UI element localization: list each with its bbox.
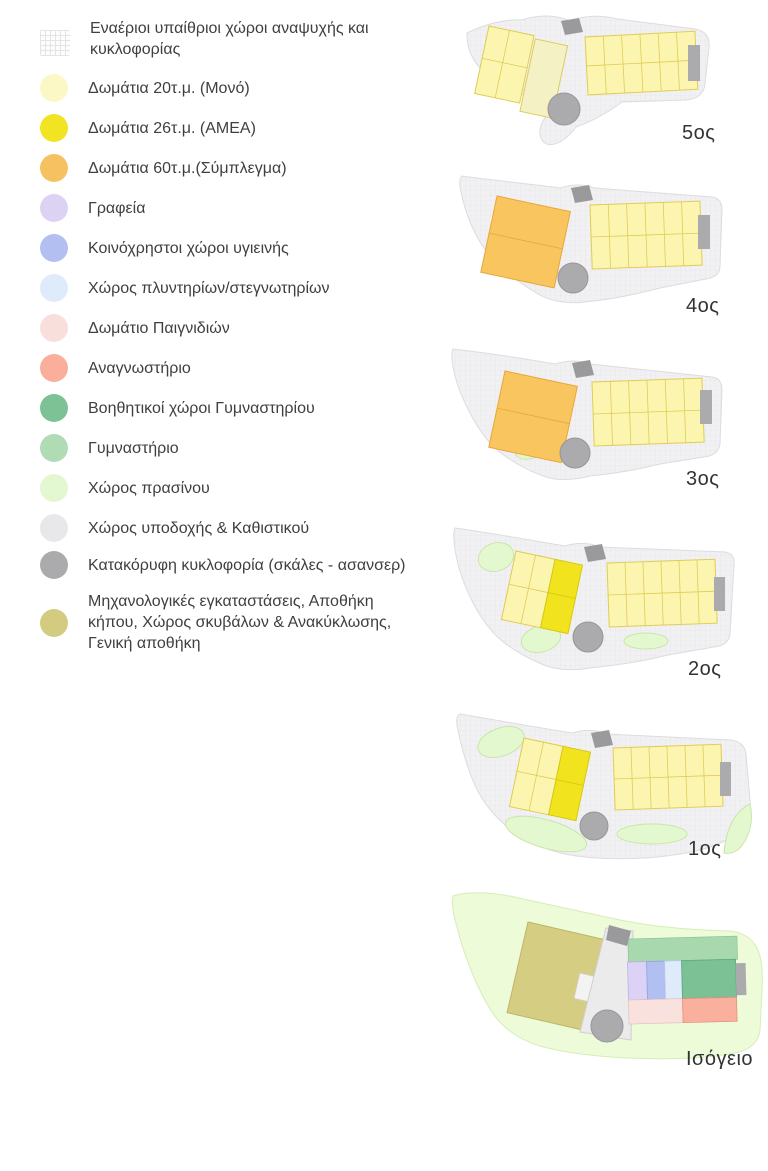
offices (628, 962, 648, 1000)
color-swatch-icon (40, 354, 68, 382)
elevator (548, 93, 580, 125)
stairs (584, 544, 606, 562)
floor-plan-3 (450, 338, 768, 490)
color-swatch-icon (40, 114, 68, 142)
color-swatch-icon (40, 74, 68, 102)
legend-item-sanitary (40, 234, 428, 262)
elevator (580, 812, 608, 840)
color-swatch-icon (40, 394, 68, 422)
legend-label: Δωμάτια 26τ.μ. (ΑΜΕΑ) (88, 119, 256, 137)
legend-item-green-space (40, 474, 428, 502)
color-swatch-icon (40, 551, 68, 579)
stairs (561, 18, 583, 35)
legend-label: Αναγνωστήριο (88, 359, 191, 377)
side-stair (720, 762, 731, 796)
floor-plan-ground (450, 882, 768, 1067)
floor-label-5: 5ος (682, 122, 716, 144)
color-swatch-icon (40, 514, 68, 542)
sanitary (647, 961, 666, 999)
elevator (560, 438, 590, 468)
legend-item-laundry (40, 274, 428, 302)
legend-label: Χώρος πρασίνου (88, 479, 210, 497)
legend-item-rooms-60 (40, 154, 428, 182)
legend-label: Βοηθητικοί χώροι Γυμναστηρίου (88, 399, 315, 417)
legend-label: Γυμναστήριο (88, 439, 179, 457)
legend-label: Εναέριοι υπαίθριοι χώροι αναψυχής και κυκλοφορίας (90, 20, 369, 58)
elevator (591, 1010, 623, 1042)
color-swatch-icon (40, 609, 68, 637)
legend-label: Δωμάτιο Παιγνιδιών (88, 319, 230, 337)
side-stair (700, 390, 712, 424)
floor-plan-2 (450, 515, 768, 680)
gym-aux (682, 959, 737, 998)
legend-label: Μηχανολογικές εγκαταστάσεις, Αποθήκη κήπου, Χώρος σκυβάλων & Ανακύκλωσης, Γενική αποθήκη (88, 593, 392, 652)
floor-plan-5 (450, 8, 768, 158)
legend-item-playroom (40, 314, 428, 342)
laundry (665, 961, 683, 999)
reading-room (683, 997, 738, 1022)
room-block-left (501, 551, 582, 634)
legend-label: Γραφεία (88, 199, 146, 217)
room-block-right (607, 559, 717, 627)
side-stair (736, 963, 747, 995)
stairs (591, 730, 613, 748)
side-stair (698, 215, 710, 249)
side-stair (714, 577, 725, 611)
legend-item-gym (40, 434, 428, 462)
legend-label: Κατακόρυφη κυκλοφορία (σκάλες - ασανσερ) (88, 556, 406, 574)
floor-label-1: 1ος (688, 838, 722, 860)
color-swatch-icon (40, 474, 68, 502)
legend-item-rooms-26 (40, 114, 428, 142)
legend-item-reception (40, 514, 428, 542)
room-block-left (509, 738, 590, 821)
floor-label-4: 4ος (686, 295, 720, 317)
floor-label-3: 3ος (686, 468, 720, 490)
side-stair (688, 45, 700, 81)
color-swatch-icon (40, 314, 68, 342)
legend-item-vertical-circulation (40, 551, 428, 579)
floor-label-2: 2ος (688, 658, 722, 680)
ground-room-block (627, 936, 747, 1024)
gym (628, 936, 738, 962)
stairs (571, 185, 593, 203)
legend-item-aerial-open-spaces (40, 18, 390, 60)
room-block-right (613, 744, 723, 810)
room-block-right (592, 378, 704, 446)
color-swatch-icon (40, 274, 68, 302)
floor-label-ground: Ισόγειο (686, 1048, 754, 1070)
room-block-left-suite (481, 196, 571, 288)
legend-label: Χώρος υποδοχής & Καθιστικού (88, 519, 310, 537)
room-block-right (590, 201, 702, 269)
color-swatch-icon (40, 194, 68, 222)
legend-item-mechanical (40, 591, 418, 654)
grid-swatch-icon (40, 30, 70, 56)
legend-label: Κοινόχρηστοι χώροι υγιεινής (88, 239, 289, 257)
floor-plan-4 (450, 165, 768, 330)
color-swatch-icon (40, 234, 68, 262)
legend-item-reading-room (40, 354, 428, 382)
green-area (617, 824, 687, 844)
stairs (572, 360, 594, 378)
green-area (624, 633, 668, 649)
legend-item-offices (40, 194, 428, 222)
legend-label: Δωμάτια 60τ.μ.(Σύμπλεγμα) (88, 159, 287, 177)
legend-item-gym-aux (40, 394, 428, 422)
legend-label: Χώρος πλυντηρίων/στεγνωτηρίων (88, 279, 330, 297)
legend-item-rooms-20 (40, 74, 428, 102)
elevator (558, 263, 588, 293)
room-block-right (585, 31, 698, 95)
color-swatch-icon (40, 434, 68, 462)
legend-label: Δωμάτια 20τ.μ. (Μονό) (88, 79, 250, 97)
elevator (573, 622, 603, 652)
playroom (629, 999, 684, 1024)
color-swatch-icon (40, 154, 68, 182)
